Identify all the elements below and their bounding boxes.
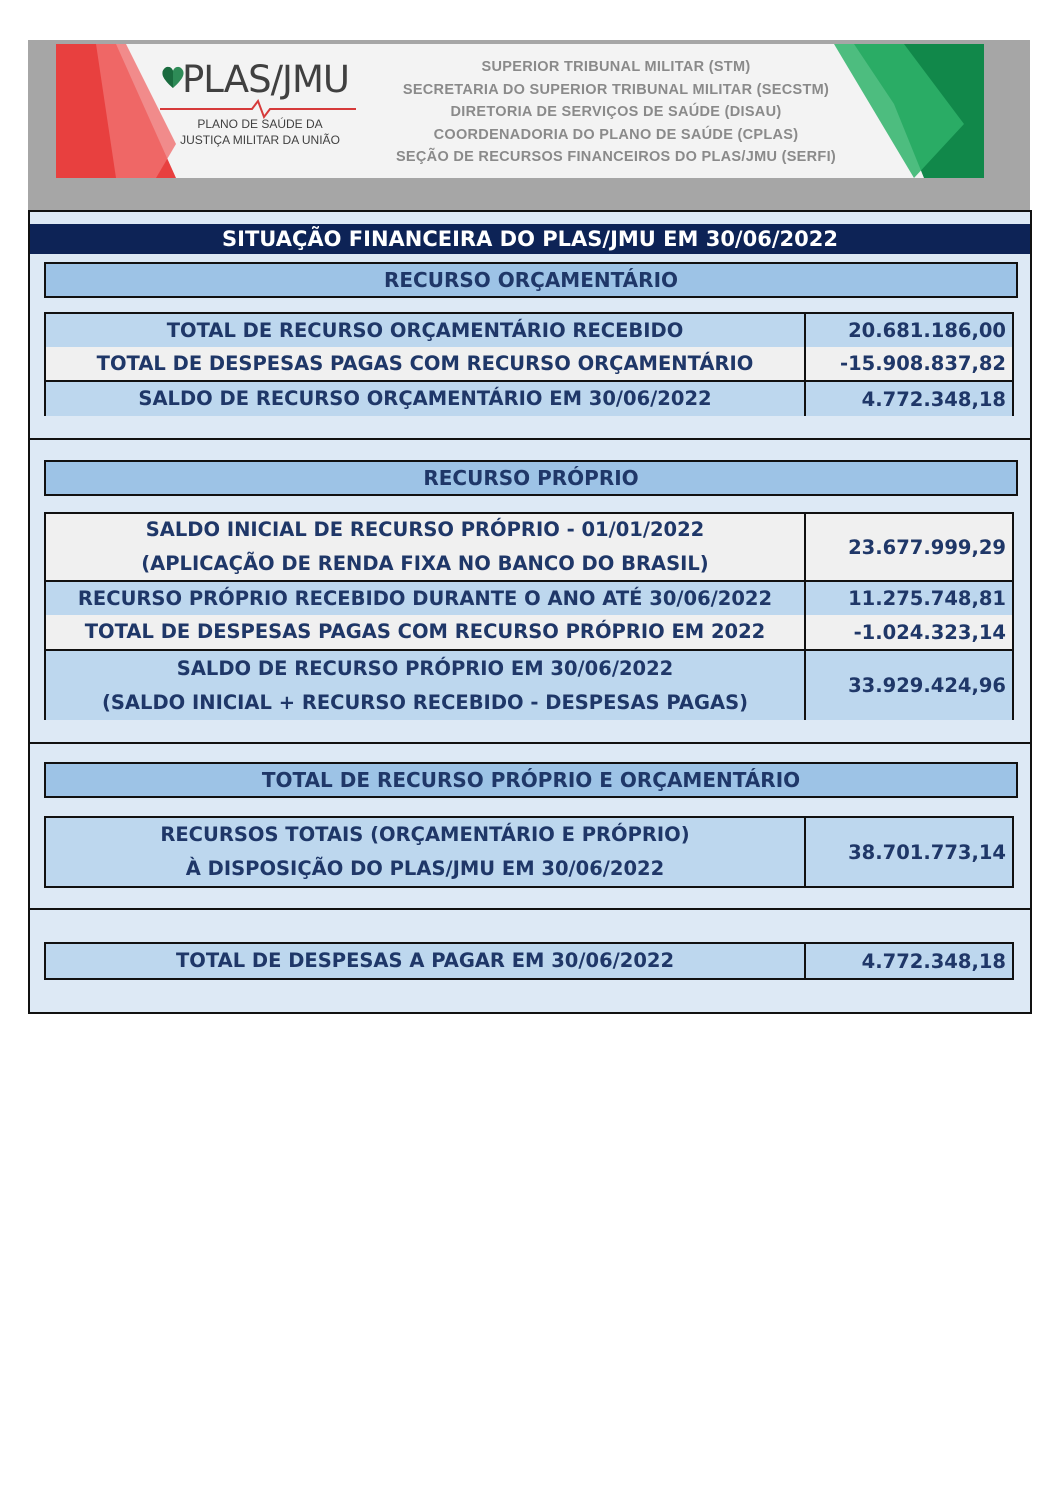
logo-subtitle-line1: PLANO DE SAÚDE DA bbox=[197, 117, 323, 131]
header-banner bbox=[56, 44, 984, 178]
red-decoration bbox=[56, 44, 176, 178]
row-label: RECURSO PRÓPRIO RECEBIDO DURANTE O ANO ATÉ 30/06/2022 bbox=[46, 582, 806, 615]
row-label-line1: SALDO INICIAL DE RECURSO PRÓPRIO - 01/01/2022 bbox=[145, 518, 705, 541]
row-label bbox=[46, 514, 806, 580]
row-label: TOTAL DE DESPESAS PAGAS COM RECURSO ORÇAMENTÁRIO bbox=[46, 347, 806, 380]
org-line: COORDENADORIA DO PLANO DE SAÚDE (CPLAS) bbox=[433, 126, 799, 143]
table-row bbox=[46, 514, 1012, 580]
row-label-line1: SALDO DE RECURSO PRÓPRIO EM 30/06/2022 bbox=[176, 656, 674, 680]
row-label: TOTAL DE DESPESAS A PAGAR EM 30/06/2022 bbox=[46, 944, 806, 978]
row-value: -15.908.837,82 bbox=[840, 352, 1006, 375]
row-value: 20.681.186,00 bbox=[848, 319, 1006, 342]
table-row bbox=[46, 944, 1012, 978]
row-label-line1: RECURSOS TOTAIS (ORÇAMENTÁRIO E PRÓPRIO) bbox=[160, 823, 690, 846]
row-label: TOTAL DE DESPESAS PAGAS COM RECURSO PRÓPRIO EM 2022 bbox=[46, 615, 806, 649]
org-line: DIRETORIA DE SERVIÇOS DE SAÚDE (DISAU) bbox=[450, 104, 782, 120]
row-label: SALDO DE RECURSO ORÇAMENTÁRIO EM 30/06/2022 bbox=[46, 382, 806, 416]
organization-lines bbox=[356, 56, 876, 169]
row-value: 4.772.348,18 bbox=[861, 387, 1006, 411]
section-heading-total: TOTAL DE RECURSO PRÓPRIO E ORÇAMENTÁRIO bbox=[44, 762, 1018, 798]
org-line: SUPERIOR TRIBUNAL MILITAR (STM) bbox=[481, 59, 751, 75]
row-label: TOTAL DE RECURSO ORÇAMENTÁRIO RECEBIDO bbox=[46, 314, 806, 347]
row-value: 11.275.748,81 bbox=[848, 587, 1006, 610]
row-value: 33.929.424,96 bbox=[848, 674, 1006, 697]
row-value: 23.677.999,29 bbox=[848, 535, 1006, 559]
section-heading-orcamentario: RECURSO ORÇAMENTÁRIO bbox=[44, 262, 1018, 298]
table-row bbox=[46, 380, 1012, 416]
table-row bbox=[46, 347, 1012, 380]
row-label-line2: (SALDO INICIAL + RECURSO RECEBIDO - DESPESAS PAGAS) bbox=[101, 690, 749, 714]
org-line: SECRETARIA DO SUPERIOR TRIBUNAL MILITAR (SECSTM) bbox=[402, 81, 830, 98]
plas-jmu-logo bbox=[160, 58, 360, 168]
proprio-table bbox=[44, 512, 1014, 720]
table-row bbox=[46, 818, 1012, 886]
table-row bbox=[46, 314, 1012, 347]
section-divider bbox=[30, 438, 1030, 440]
logo-subtitle bbox=[160, 116, 360, 148]
row-label-line2: (APLICAÇÃO DE RENDA FIXA NO BANCO DO BRASIL) bbox=[141, 552, 709, 575]
row-value: -1.024.323,14 bbox=[853, 620, 1006, 644]
table-row bbox=[46, 615, 1012, 649]
row-value: 4.772.348,18 bbox=[861, 949, 1006, 973]
section-divider bbox=[30, 908, 1030, 910]
total-table bbox=[44, 816, 1014, 888]
table-row bbox=[46, 580, 1012, 615]
a-pagar-table bbox=[44, 942, 1014, 980]
report-title: SITUAÇÃO FINANCEIRA DO PLAS/JMU EM 30/06/2022 bbox=[30, 224, 1030, 254]
table-row bbox=[46, 649, 1012, 720]
logo-subtitle-line2: JUSTIÇA MILITAR DA UNIÃO bbox=[180, 133, 340, 147]
row-label bbox=[46, 818, 806, 886]
section-divider bbox=[30, 742, 1030, 744]
row-label bbox=[46, 651, 806, 720]
section-heading-proprio: RECURSO PRÓPRIO bbox=[44, 460, 1018, 496]
logo-name: PLAS/JMU bbox=[182, 58, 349, 101]
org-line: SEÇÃO DE RECURSOS FINANCEIROS DO PLAS/JMU (SERFI) bbox=[395, 149, 837, 165]
row-label-line2: À DISPOSIÇÃO DO PLAS/JMU EM 30/06/2022 bbox=[185, 857, 665, 880]
financial-report-panel bbox=[28, 210, 1032, 1014]
row-value: 38.701.773,14 bbox=[848, 840, 1006, 864]
orcamentario-table bbox=[44, 312, 1014, 416]
